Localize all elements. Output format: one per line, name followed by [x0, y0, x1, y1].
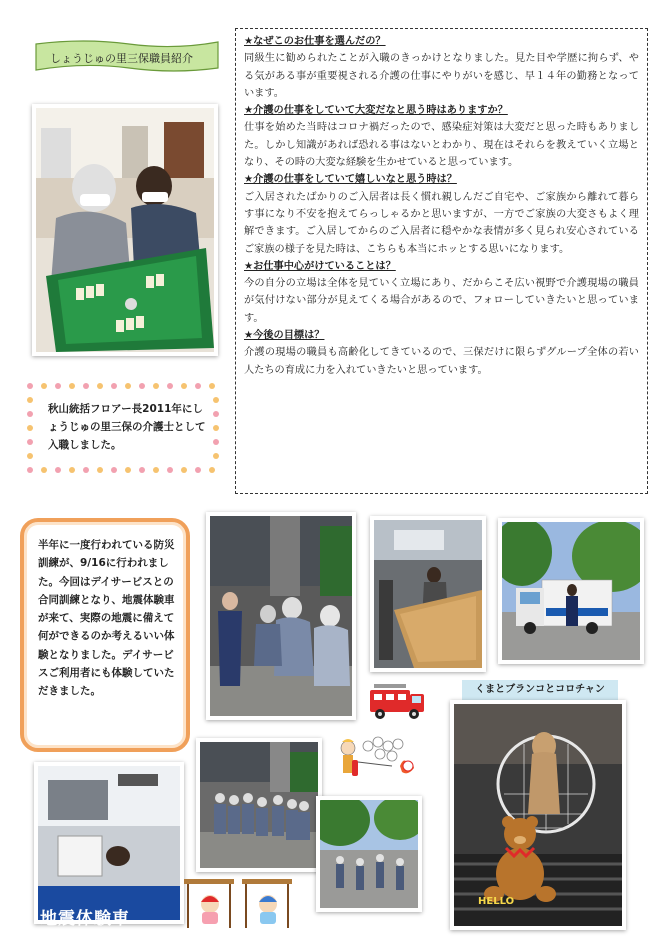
earthquake-truck-photo: [34, 762, 184, 924]
fire-extinguisher-icon: [332, 736, 424, 792]
outdoor-crowd-photo: [316, 796, 422, 912]
fire-truck-icon: [366, 678, 428, 722]
interview-box: [235, 28, 648, 494]
answer-3: ご入居されたばかりのご入居者は長く慣れ親しんだご自宅や、ご家族から離れて暮らす事になり不安を抱えてらっしゃるかと思いますが、一方でご家族の大変さもよく理解できます。ご入居してからのご入居者に穏やかな表情が多く見られ安心されているご家族の様子を見た時は、こちらも本当にホッとする思いになります。: [244, 191, 639, 255]
answer-4: 今の自分の立場は全体を見ていく立場にあり、だからこそ広い視野で介護現場の職員が気付けない部分が見えてくる場合があるので、フォローしていきたいと思っています。: [244, 278, 639, 324]
question-1: ★なぜこのお仕事を選んだの？: [244, 36, 386, 47]
answer-5: 介護の現場の職員も高齢化してきているので、三保だけに限らずグループ全体の若い人たちの育成に力を入れていきたいと思っています。: [244, 347, 639, 376]
question-4: ★お仕事中心がけていることは？: [244, 260, 396, 272]
staff-caption: 秋山統括フロアー長2011年にしょうじゅの里三保の介護士として入職しました。: [48, 403, 206, 451]
drill-text-box: [20, 518, 190, 752]
truck-sign: 地震体験車: [40, 909, 130, 929]
banner-title: しょうじゅの里三保職員紹介: [50, 52, 193, 65]
drill-photo-truck: [498, 518, 644, 664]
drill-description: 半年に一度行われている防災訓練が、9/16に行われました。今回はデイサービスとの合同訓練となり、地震体験車が来て、実際の地震に備えて何ができるのか考えるいい体験となりました。デイサービスご利用者にも体験していただきました。: [38, 539, 175, 698]
question-5: ★今後の目標は？: [244, 330, 325, 342]
bear-dog-photo: [450, 700, 626, 930]
answer-2: 仕事を始めた当時はコロナ禍だったので、感染症対策は大変だと思った時もありました。しかし知識があれば恐れる事はないとわかり、現在はそれらを教えていく立場となり、その時の大変な経験を生かせていると思っています。: [244, 122, 639, 169]
question-3: ★介護の仕事をしていて嬉しいなと思う時は？: [244, 174, 457, 186]
answer-1: 同級生に勧められたことが入職のきっかけとなりました。見た目や学歴に拘らず、やる気がある事が重要視される介護の仕事にやりがいを感じ、早１４年の勤務となっています。: [244, 53, 639, 99]
drill-photo-table: [370, 516, 486, 672]
question-2: ★介護の仕事をしていて大変だなと思う時はありますか？: [244, 105, 508, 117]
drill-photo-seated: [206, 512, 356, 720]
children-under-desk-icon: [180, 876, 296, 930]
mahjong-photo: [32, 104, 218, 356]
bear-shirt-text: HELLO: [478, 896, 515, 907]
crowd-photo: [196, 738, 322, 872]
bear-photo-caption: くまとブランコとコロチャン: [462, 680, 618, 700]
